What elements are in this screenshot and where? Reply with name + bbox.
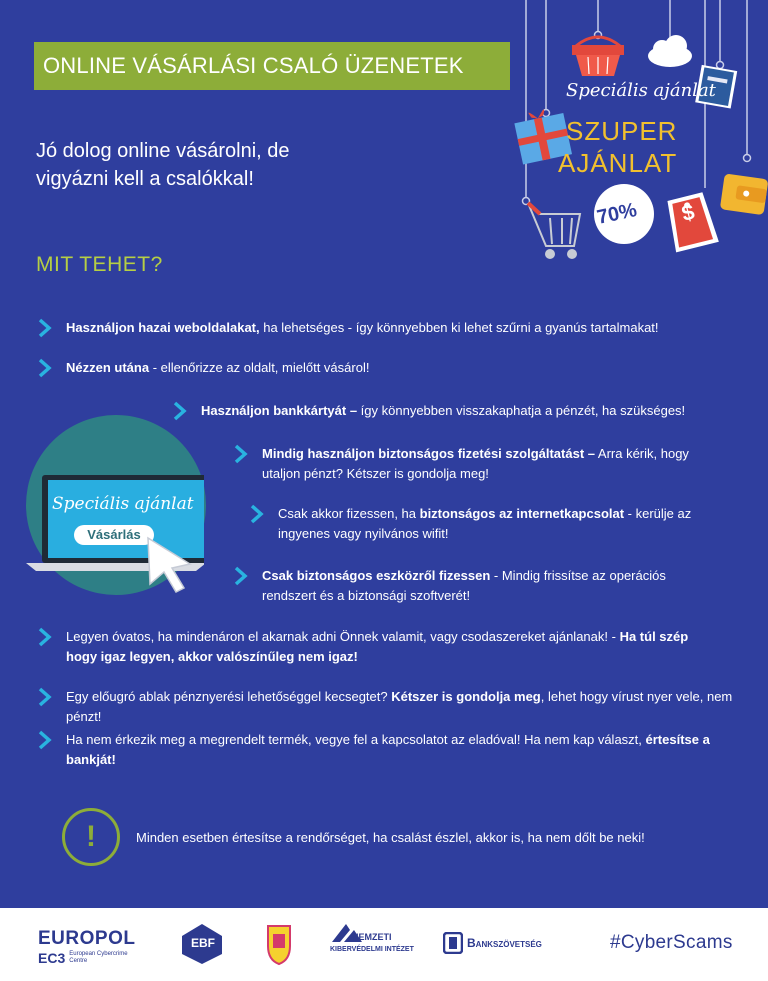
chevron-right-icon xyxy=(36,357,54,379)
chevron-right-icon xyxy=(171,400,189,422)
intro-text xyxy=(36,137,366,193)
hashtag: #CyberScams xyxy=(610,932,733,953)
tip-item: Csak akkor fizessen, ha biztonságos az internetkapcsolat - kerülje az ingyenes vagy nyilvános wifit! xyxy=(278,504,708,544)
promo-discount: 70% xyxy=(595,199,639,229)
promo-special-offer: Speciális ajánlat xyxy=(566,80,716,101)
promo-offer: AJÁNLAT xyxy=(558,148,678,178)
tip-item: Egy előugró ablak pénznyerési lehetőséggel kecsegtet? Kétszer is gondolja meg, lehet hogy vírust nyer vele, nem pénzt! xyxy=(66,687,746,727)
cursor-icon xyxy=(142,534,198,596)
section-heading: MIT TEHET? xyxy=(36,253,163,276)
promo-dollar: $ xyxy=(679,198,697,227)
intro-line-1: Jó dolog online vásárolni, de xyxy=(36,140,290,162)
title-banner xyxy=(34,42,510,90)
tip-item: Nézzen utána - ellenőrizze az oldalt, mielőtt vásárol! xyxy=(66,358,666,378)
intro-line-2: vigyázni kell a csalókkal! xyxy=(36,168,254,190)
tip-item: Használjon hazai weboldalakat, ha lehetséges - így könnyebben ki lehet szűrni a gyanús tartalmakat! xyxy=(66,318,716,338)
basket-icon xyxy=(572,37,624,76)
bankszovetseg-logo: Bankszövetség xyxy=(443,932,542,954)
chevron-right-icon xyxy=(36,626,54,648)
cloud-icon xyxy=(648,35,692,67)
laptop-shop-button: Vásárlás xyxy=(74,525,154,545)
chevron-right-icon xyxy=(36,686,54,708)
nki-logo: NEMZETI KIBERVÉDELMI INTÉZET xyxy=(330,922,420,949)
chevron-right-icon xyxy=(232,443,250,465)
laptop-screen-text: Speciális ajánlat xyxy=(52,494,194,514)
promo-super: SZUPER xyxy=(566,116,678,146)
ebf-logo: EBF xyxy=(178,922,226,966)
wallet-icon xyxy=(720,173,768,215)
footer xyxy=(0,908,768,981)
chevron-right-icon xyxy=(248,503,266,525)
page-title: ONLINE VÁSÁRLÁSI CSALÓ ÜZENETEK xyxy=(43,53,464,78)
alert-icon: ! xyxy=(62,808,120,866)
tip-item: Mindig használjon biztonságos fizetési szolgáltatást – Arra kérik, hogy utaljon pénzt? Kétszer is gondolja meg! xyxy=(262,444,702,484)
alert-text: Minden esetben értesítse a rendőrséget, ha csalást észlel, akkor is, ha nem dőlt be neki! xyxy=(136,830,645,845)
europol-logo: EUROPOL EC3 European Cybercrime Centre xyxy=(38,928,136,966)
chevron-right-icon xyxy=(36,729,54,751)
chevron-right-icon xyxy=(36,317,54,339)
police-emblem xyxy=(265,920,293,971)
tip-item: Legyen óvatos, ha mindenáron el akarnak adni Önnek valamit, vagy csodaszereket ajánlanak! - Ha túl szép hogy igaz legyen, akkor valószínűleg nem igaz! xyxy=(66,627,716,667)
chevron-right-icon xyxy=(232,565,250,587)
tip-item: Használjon bankkártyát – így könnyebben visszakaphatja a pénzét, ha szükséges! xyxy=(201,401,721,421)
tip-item: Ha nem érkezik meg a megrendelt termék, vegye fel a kapcsolatot az eladóval! Ha nem kap választ, értesítse a bankját! xyxy=(66,730,726,770)
tip-item: Csak biztonságos eszközről fizessen - Mindig frissítse az operációs rendszert és a biztonsági szoftverét! xyxy=(262,566,702,606)
